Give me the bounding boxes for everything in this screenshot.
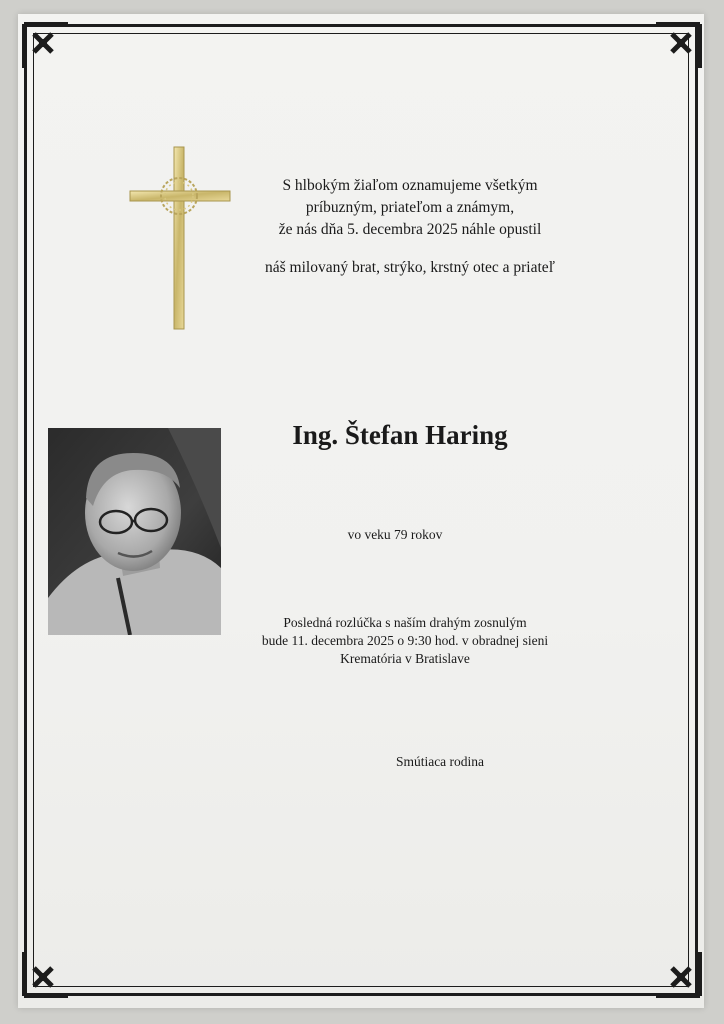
corner-ornament-top-right-icon xyxy=(654,22,702,70)
intro-line: že nás dňa 5. decembra 2025 náhle opustil xyxy=(278,221,542,238)
intro-line: S hlbokým žiaľom oznamujeme všetkým xyxy=(282,177,538,194)
farewell-line: bude 11. decembra 2025 o 9:30 hod. v obradnej sieni xyxy=(261,633,549,648)
corner-ornament-bottom-left-icon xyxy=(22,950,70,998)
farewell-line: Posledná rozlúčka s naším drahým zosnulým xyxy=(283,615,527,630)
farewell-text xyxy=(230,614,580,668)
corner-ornament-top-left-icon xyxy=(22,22,70,70)
cross-icon xyxy=(128,145,232,331)
intro-line: príbuzným, priateľom a známym, xyxy=(305,199,515,216)
portrait-image xyxy=(48,428,221,635)
farewell-line: Krematória v Bratislave xyxy=(340,651,470,666)
portrait-photo xyxy=(48,428,221,635)
deceased-name: Ing. Štefan Haring xyxy=(292,420,508,450)
corner-ornament-bottom-right-icon xyxy=(654,950,702,998)
age-text: vo veku 79 rokov xyxy=(347,527,443,542)
signature-text: Smútiaca rodina xyxy=(395,754,485,769)
intro-text xyxy=(250,175,570,241)
relation-text: náš milovaný brat, strýko, krstný otec a priateľ xyxy=(265,259,555,276)
